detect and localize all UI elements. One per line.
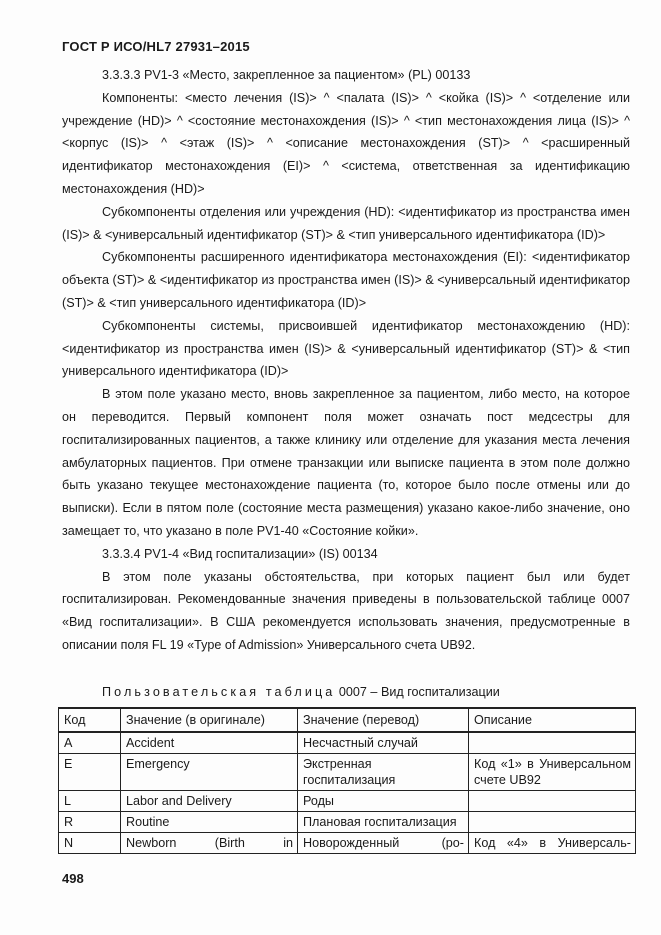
cell-description: Код «1» в Универсальном счете UB92 — [469, 754, 636, 791]
cell-original: Routine — [121, 812, 298, 833]
cell-description — [469, 732, 636, 754]
cell-description: Код «4» в Универсаль- — [469, 833, 636, 854]
page-number: 498 — [62, 871, 84, 886]
table-row — [59, 833, 636, 854]
cell-code: N — [59, 833, 121, 854]
section-heading-pv1-3: 3.3.3.3 PV1-3 «Место, закрепленное за пациентом» (PL) 00133 — [102, 68, 471, 82]
table-caption-label: Пользовательская таблица — [102, 685, 336, 699]
document-code: ГОСТ Р ИСО/HL7 27931–2015 — [62, 39, 250, 54]
paragraph-system-subcomponents: Субкомпоненты системы, присвоившей идентификатор местонахождению (HD): <идентификатор из пространства имен (IS)> & <универсальный идентификатор (ST)> & <тип универсального идентификатора (ID)> — [62, 318, 630, 379]
cell-description — [469, 812, 636, 833]
cell-original: Newborn (Birth in — [121, 833, 298, 854]
cell-code: R — [59, 812, 121, 833]
cell-code: A — [59, 732, 121, 754]
table-caption — [102, 683, 630, 701]
table-header-row — [59, 708, 636, 732]
column-header-description: Описание — [469, 708, 636, 732]
table-row — [59, 732, 636, 754]
cell-translation: Роды — [298, 791, 469, 812]
table-caption-title: 0007 – Вид госпитализации — [338, 685, 500, 699]
column-header-translation: Значение (перевод) — [298, 708, 469, 732]
cell-original: Labor and Delivery — [121, 791, 298, 812]
paragraph-admission-type: В этом поле указаны обстоятельства, при которых пациент был или будет госпитализирован. Рекомендованные значения приведены в пользовательской таблице 0007 «Вид госпитализации». В США рекомендуется использовать значения, предусмотренные в описании поля FL 19 «Type of Admission» Универсального счета UB92. — [62, 569, 630, 652]
column-header-original: Значение (в оригинале) — [121, 708, 298, 732]
cell-original: Emergency — [121, 754, 298, 791]
cell-original: Accident — [121, 732, 298, 754]
paragraph-ei-subcomponents: Субкомпоненты расширенного идентификатора местонахождения (EI): <идентификатор объекта (ST)> & <идентификатор из пространства имен (IS)> & <универсальный идентификатор (ST)> & <тип универсального идентификатора (ID)> — [62, 250, 630, 310]
document-body — [62, 64, 630, 657]
table-row — [59, 791, 636, 812]
cell-translation: Экстренная госпитализация — [298, 754, 469, 791]
paragraph-hd-subcomponents: Субкомпоненты отделения или учреждения (HD): <идентификатор из пространства имен (IS)> & <универсальный идентификатор (ST)> & <тип универсального идентификатора (ID)> — [62, 204, 630, 242]
cell-code: E — [59, 754, 121, 791]
cell-translation: Несчастный случай — [298, 732, 469, 754]
paragraph-components: Компоненты: <место лечения (IS)> ^ <палата (IS)> ^ <койка (IS)> ^ <отделение или учреждение (HD)> ^ <состояние местонахождения (IS)> ^ <тип местонахождения лица (IS)> ^ <корпус (IS)> ^ <этаж (IS)> ^ <описание местонахождения (ST)> ^ <расширенный идентификатор местонахождения (EI)> ^ <система, ответственная за идентификацию местонахождения (HD)> — [62, 90, 630, 196]
table-row — [59, 754, 636, 791]
paragraph-field-description: В этом поле указано место, вновь закрепленное за пациентом, либо место, на которое он переводится. Первый компонент поля может означать пост медсестры для госпитализированных пациентов, а также клинику или отделение для указания места лечения амбулаторных пациентов. При отмене транзакции или выписке пациента в этом поле должно быть указано текущее местонахождение пациента (то, которое было после отмены или до выписки). Если в пятом поле (состояние места размещения) указано какое-либо значение, оно замещает то, что указано в поле PV1-40 «Состояние койки». — [62, 387, 630, 538]
cell-translation: Плановая госпитализация — [298, 812, 469, 833]
cell-translation: Новорожденный (ро- — [298, 833, 469, 854]
table-row — [59, 812, 636, 833]
cell-description — [469, 791, 636, 812]
column-header-code: Код — [59, 708, 121, 732]
section-heading-pv1-4: 3.3.3.4 PV1-4 «Вид госпитализации» (IS) 00134 — [102, 546, 378, 561]
cell-code: L — [59, 791, 121, 812]
admission-type-table — [58, 707, 636, 854]
